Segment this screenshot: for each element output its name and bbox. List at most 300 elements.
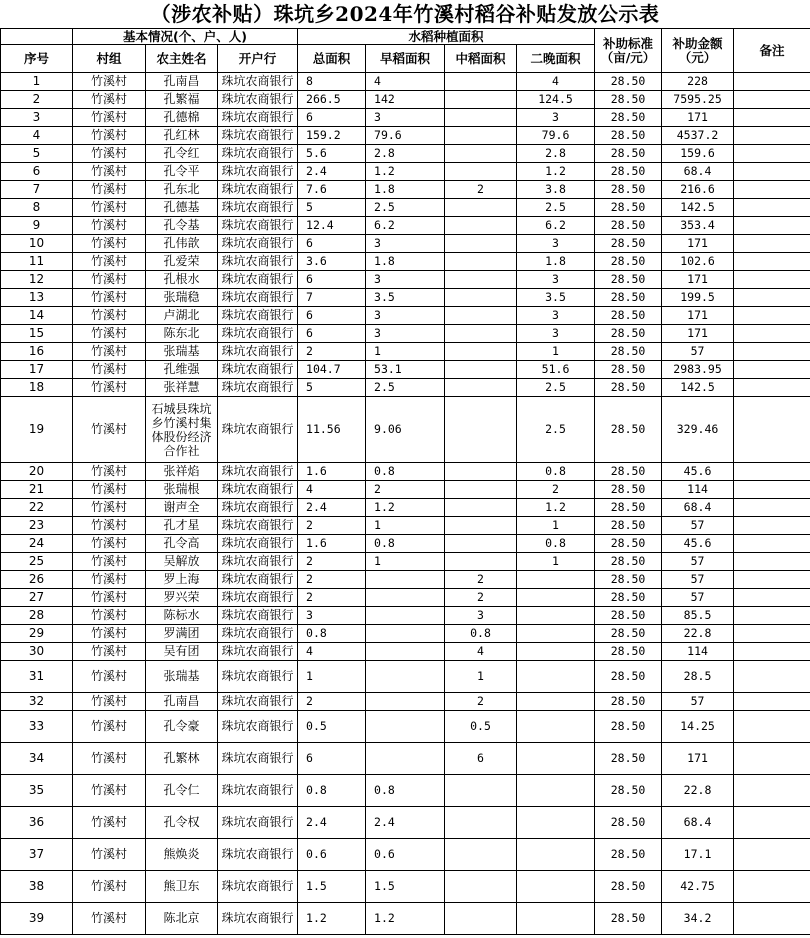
row-early-area [366,625,445,643]
row-early-area: 0.8 [366,535,445,553]
row-seq: 10 [1,235,73,253]
row-amount: 171 [662,235,734,253]
row-remark [734,379,810,397]
row-early-area: 1.8 [366,181,445,199]
table-row [1,643,810,661]
row-bank: 珠坑农商银行 [218,343,298,361]
row-standard: 28.50 [595,607,662,625]
row-total-area: 6 [298,743,366,775]
row-amount: 159.6 [662,145,734,163]
header-rice-area: 水稻种植面积 [298,29,595,45]
row-remark [734,217,810,235]
row-bank: 珠坑农商银行 [218,743,298,775]
row-standard: 28.50 [595,903,662,935]
row-group: 竹溪村 [73,217,146,235]
row-group: 竹溪村 [73,199,146,217]
row-amount: 45.6 [662,463,734,481]
row-total-area: 2.4 [298,807,366,839]
header-basic-info: 基本情况(个、户、人) [73,29,298,45]
row-early-area: 53.1 [366,361,445,379]
row-farmer-name: 罗上海 [146,571,218,589]
row-amount: 28.5 [662,661,734,693]
row-early-area: 1.2 [366,163,445,181]
header-blank [1,29,73,45]
row-early-area: 9.06 [366,397,445,463]
row-late-area: 3 [517,271,595,289]
row-late-area: 2.5 [517,199,595,217]
row-total-area: 5 [298,379,366,397]
row-amount: 57 [662,343,734,361]
row-farmer-name: 卢湖北 [146,307,218,325]
table-row [1,743,810,775]
row-bank: 珠坑农商银行 [218,643,298,661]
row-late-area: 2.5 [517,397,595,463]
row-mid-area [445,481,517,499]
row-early-area: 3.5 [366,289,445,307]
row-remark [734,499,810,517]
row-seq: 35 [1,775,73,807]
row-bank: 珠坑农商银行 [218,481,298,499]
row-seq: 6 [1,163,73,181]
row-seq: 28 [1,607,73,625]
row-late-area [517,775,595,807]
row-bank: 珠坑农商银行 [218,625,298,643]
row-late-area: 3 [517,307,595,325]
row-farmer-name: 孔德棉 [146,109,218,127]
row-farmer-name: 孔维强 [146,361,218,379]
row-remark [734,807,810,839]
row-mid-area [445,839,517,871]
row-late-area [517,661,595,693]
row-seq: 31 [1,661,73,693]
row-late-area: 6.2 [517,217,595,235]
row-group: 竹溪村 [73,553,146,571]
row-farmer-name: 陈东北 [146,325,218,343]
row-seq: 29 [1,625,73,643]
row-late-area: 2.5 [517,379,595,397]
row-standard: 28.50 [595,253,662,271]
table-row [1,607,810,625]
row-mid-area: 2 [445,589,517,607]
row-farmer-name: 孔令仁 [146,775,218,807]
row-seq: 32 [1,693,73,711]
row-amount: 329.46 [662,397,734,463]
row-late-area: 3 [517,235,595,253]
table-row [1,145,810,163]
row-farmer-name: 张瑞基 [146,343,218,361]
row-mid-area [445,217,517,235]
row-remark [734,643,810,661]
row-bank: 珠坑农商银行 [218,871,298,903]
row-bank: 珠坑农商银行 [218,553,298,571]
table-row [1,589,810,607]
table-row [1,253,810,271]
row-farmer-name: 孔令平 [146,163,218,181]
row-mid-area [445,463,517,481]
row-farmer-name: 孔令红 [146,145,218,163]
row-mid-area: 3 [445,607,517,625]
row-total-area: 159.2 [298,127,366,145]
row-amount: 171 [662,307,734,325]
row-farmer-name: 孔根水 [146,271,218,289]
row-seq: 23 [1,517,73,535]
row-mid-area [445,289,517,307]
row-seq: 17 [1,361,73,379]
row-early-area: 142 [366,91,445,109]
row-mid-area: 6 [445,743,517,775]
row-early-area: 79.6 [366,127,445,145]
row-group: 竹溪村 [73,535,146,553]
row-remark [734,199,810,217]
row-seq: 25 [1,553,73,571]
row-total-area: 0.8 [298,625,366,643]
row-amount: 114 [662,643,734,661]
row-remark [734,307,810,325]
row-early-area [366,589,445,607]
row-bank: 珠坑农商银行 [218,325,298,343]
row-seq: 34 [1,743,73,775]
row-late-area: 1.8 [517,253,595,271]
header-group: 村组 [73,45,146,73]
row-mid-area [445,775,517,807]
row-standard: 28.50 [595,743,662,775]
row-farmer-name: 孔德基 [146,199,218,217]
row-farmer-name: 吴有团 [146,643,218,661]
table-row [1,325,810,343]
row-group: 竹溪村 [73,711,146,743]
table-row [1,271,810,289]
row-remark [734,871,810,903]
row-total-area: 104.7 [298,361,366,379]
row-amount: 57 [662,517,734,535]
row-total-area: 2.4 [298,499,366,517]
row-mid-area [445,307,517,325]
row-seq: 30 [1,643,73,661]
row-total-area: 6 [298,325,366,343]
row-early-area: 1 [366,517,445,535]
row-standard: 28.50 [595,693,662,711]
row-amount: 57 [662,553,734,571]
row-bank: 珠坑农商银行 [218,589,298,607]
row-seq: 39 [1,903,73,935]
row-bank: 珠坑农商银行 [218,199,298,217]
row-seq: 36 [1,807,73,839]
row-total-area: 5 [298,199,366,217]
row-early-area: 4 [366,73,445,91]
row-remark [734,839,810,871]
row-group: 竹溪村 [73,235,146,253]
row-seq: 27 [1,589,73,607]
row-early-area [366,661,445,693]
row-amount: 7595.25 [662,91,734,109]
table-row [1,571,810,589]
row-amount: 57 [662,693,734,711]
subsidy-table [0,28,810,935]
row-standard: 28.50 [595,199,662,217]
row-group: 竹溪村 [73,91,146,109]
row-early-area [366,607,445,625]
row-standard: 28.50 [595,289,662,307]
row-group: 竹溪村 [73,499,146,517]
row-amount: 85.5 [662,607,734,625]
row-bank: 珠坑农商银行 [218,571,298,589]
row-mid-area [445,253,517,271]
header-total-area: 总面积 [298,45,366,73]
row-early-area: 3 [366,271,445,289]
row-amount: 216.6 [662,181,734,199]
row-remark [734,163,810,181]
table-row [1,839,810,871]
row-mid-area [445,535,517,553]
row-standard: 28.50 [595,181,662,199]
row-bank: 珠坑农商银行 [218,361,298,379]
row-group: 竹溪村 [73,271,146,289]
row-mid-area [445,235,517,253]
row-remark [734,711,810,743]
row-early-area: 3 [366,235,445,253]
table-row [1,517,810,535]
row-late-area [517,839,595,871]
row-mid-area: 2 [445,181,517,199]
row-late-area [517,693,595,711]
table-row [1,199,810,217]
row-seq: 9 [1,217,73,235]
row-seq: 26 [1,571,73,589]
row-bank: 珠坑农商银行 [218,397,298,463]
row-late-area: 1.2 [517,163,595,181]
row-mid-area: 2 [445,693,517,711]
row-remark [734,73,810,91]
row-amount: 171 [662,109,734,127]
row-seq: 2 [1,91,73,109]
row-standard: 28.50 [595,589,662,607]
row-standard: 28.50 [595,775,662,807]
row-standard: 28.50 [595,271,662,289]
row-remark [734,127,810,145]
row-amount: 42.75 [662,871,734,903]
row-bank: 珠坑农商银行 [218,235,298,253]
row-mid-area: 0.8 [445,625,517,643]
row-mid-area [445,109,517,127]
row-late-area: 4 [517,73,595,91]
row-bank: 珠坑农商银行 [218,775,298,807]
row-amount: 353.4 [662,217,734,235]
row-group: 竹溪村 [73,643,146,661]
row-group: 竹溪村 [73,361,146,379]
row-farmer-name: 罗满团 [146,625,218,643]
header-mid-area: 中稻面积 [445,45,517,73]
table-row [1,463,810,481]
table-row [1,361,810,379]
row-total-area: 12.4 [298,217,366,235]
row-mid-area [445,499,517,517]
row-standard: 28.50 [595,217,662,235]
row-group: 竹溪村 [73,343,146,361]
row-standard: 28.50 [595,325,662,343]
row-mid-area: 4 [445,643,517,661]
table-row [1,289,810,307]
table-row [1,553,810,571]
row-standard: 28.50 [595,535,662,553]
row-standard: 28.50 [595,625,662,643]
row-mid-area [445,127,517,145]
row-total-area: 2 [298,589,366,607]
row-farmer-name: 陈标水 [146,607,218,625]
row-total-area: 1.6 [298,463,366,481]
row-remark [734,91,810,109]
row-total-area: 2.4 [298,163,366,181]
row-amount: 22.8 [662,625,734,643]
row-group: 竹溪村 [73,163,146,181]
row-late-area [517,589,595,607]
row-bank: 珠坑农商银行 [218,217,298,235]
table-row [1,235,810,253]
row-standard: 28.50 [595,379,662,397]
row-late-area: 1 [517,343,595,361]
row-remark [734,535,810,553]
row-amount: 4537.2 [662,127,734,145]
row-farmer-name: 孔繁福 [146,91,218,109]
row-amount: 22.8 [662,775,734,807]
row-remark [734,553,810,571]
row-seq: 13 [1,289,73,307]
row-farmer-name: 孔令基 [146,217,218,235]
row-group: 竹溪村 [73,871,146,903]
row-bank: 珠坑农商银行 [218,145,298,163]
row-bank: 珠坑农商银行 [218,517,298,535]
row-mid-area [445,199,517,217]
row-group: 竹溪村 [73,325,146,343]
row-total-area: 2 [298,517,366,535]
row-seq: 3 [1,109,73,127]
row-seq: 21 [1,481,73,499]
row-remark [734,253,810,271]
row-mid-area [445,871,517,903]
row-late-area: 3 [517,109,595,127]
row-standard: 28.50 [595,145,662,163]
row-bank: 珠坑农商银行 [218,91,298,109]
row-late-area [517,643,595,661]
row-remark [734,775,810,807]
row-late-area: 3 [517,325,595,343]
row-standard: 28.50 [595,91,662,109]
row-early-area: 2.5 [366,379,445,397]
row-total-area: 8 [298,73,366,91]
row-farmer-name: 熊焕炎 [146,839,218,871]
row-remark [734,571,810,589]
row-bank: 珠坑农商银行 [218,807,298,839]
row-mid-area [445,325,517,343]
row-remark [734,235,810,253]
row-amount: 45.6 [662,535,734,553]
table-row [1,807,810,839]
row-group: 竹溪村 [73,307,146,325]
row-group: 竹溪村 [73,145,146,163]
row-amount: 68.4 [662,499,734,517]
row-mid-area [445,271,517,289]
row-early-area: 0.6 [366,839,445,871]
row-seq: 1 [1,73,73,91]
table-row [1,127,810,145]
row-standard: 28.50 [595,127,662,145]
row-total-area: 3 [298,607,366,625]
row-early-area: 2.8 [366,145,445,163]
row-early-area: 1.2 [366,499,445,517]
row-late-area [517,807,595,839]
row-standard: 28.50 [595,397,662,463]
row-early-area: 2.4 [366,807,445,839]
table-row [1,163,810,181]
row-mid-area [445,163,517,181]
row-group: 竹溪村 [73,571,146,589]
row-remark [734,343,810,361]
row-total-area: 7.6 [298,181,366,199]
row-early-area: 1.2 [366,903,445,935]
row-bank: 珠坑农商银行 [218,181,298,199]
row-seq: 11 [1,253,73,271]
row-remark [734,361,810,379]
row-seq: 5 [1,145,73,163]
row-standard: 28.50 [595,163,662,181]
header-late-area: 二晚面积 [517,45,595,73]
row-bank: 珠坑农商银行 [218,693,298,711]
row-amount: 114 [662,481,734,499]
row-remark [734,289,810,307]
row-standard: 28.50 [595,553,662,571]
row-early-area: 1.5 [366,871,445,903]
header-remark: 备注 [734,29,810,73]
row-late-area: 1.2 [517,499,595,517]
row-total-area: 266.5 [298,91,366,109]
row-standard: 28.50 [595,307,662,325]
table-row [1,625,810,643]
row-bank: 珠坑农商银行 [218,535,298,553]
row-seq: 15 [1,325,73,343]
row-early-area: 2.5 [366,199,445,217]
row-group: 竹溪村 [73,397,146,463]
table-row [1,73,810,91]
row-seq: 14 [1,307,73,325]
row-total-area: 1.2 [298,903,366,935]
row-late-area [517,743,595,775]
row-late-area: 2 [517,481,595,499]
row-remark [734,109,810,127]
row-early-area: 3 [366,109,445,127]
row-total-area: 6 [298,109,366,127]
row-remark [734,517,810,535]
row-bank: 珠坑农商银行 [218,607,298,625]
row-farmer-name: 熊卫东 [146,871,218,903]
row-early-area [366,711,445,743]
row-farmer-name: 陈北京 [146,903,218,935]
row-standard: 28.50 [595,343,662,361]
row-group: 竹溪村 [73,607,146,625]
row-early-area [366,693,445,711]
row-total-area: 6 [298,307,366,325]
row-seq: 19 [1,397,73,463]
table-row [1,481,810,499]
row-group: 竹溪村 [73,481,146,499]
row-standard: 28.50 [595,871,662,903]
row-seq: 22 [1,499,73,517]
row-total-area: 6 [298,235,366,253]
row-bank: 珠坑农商银行 [218,463,298,481]
row-group: 竹溪村 [73,903,146,935]
row-late-area [517,871,595,903]
row-farmer-name: 石城县珠坑乡竹溪村集体股份经济合作社 [146,397,218,463]
row-standard: 28.50 [595,481,662,499]
table-row [1,91,810,109]
